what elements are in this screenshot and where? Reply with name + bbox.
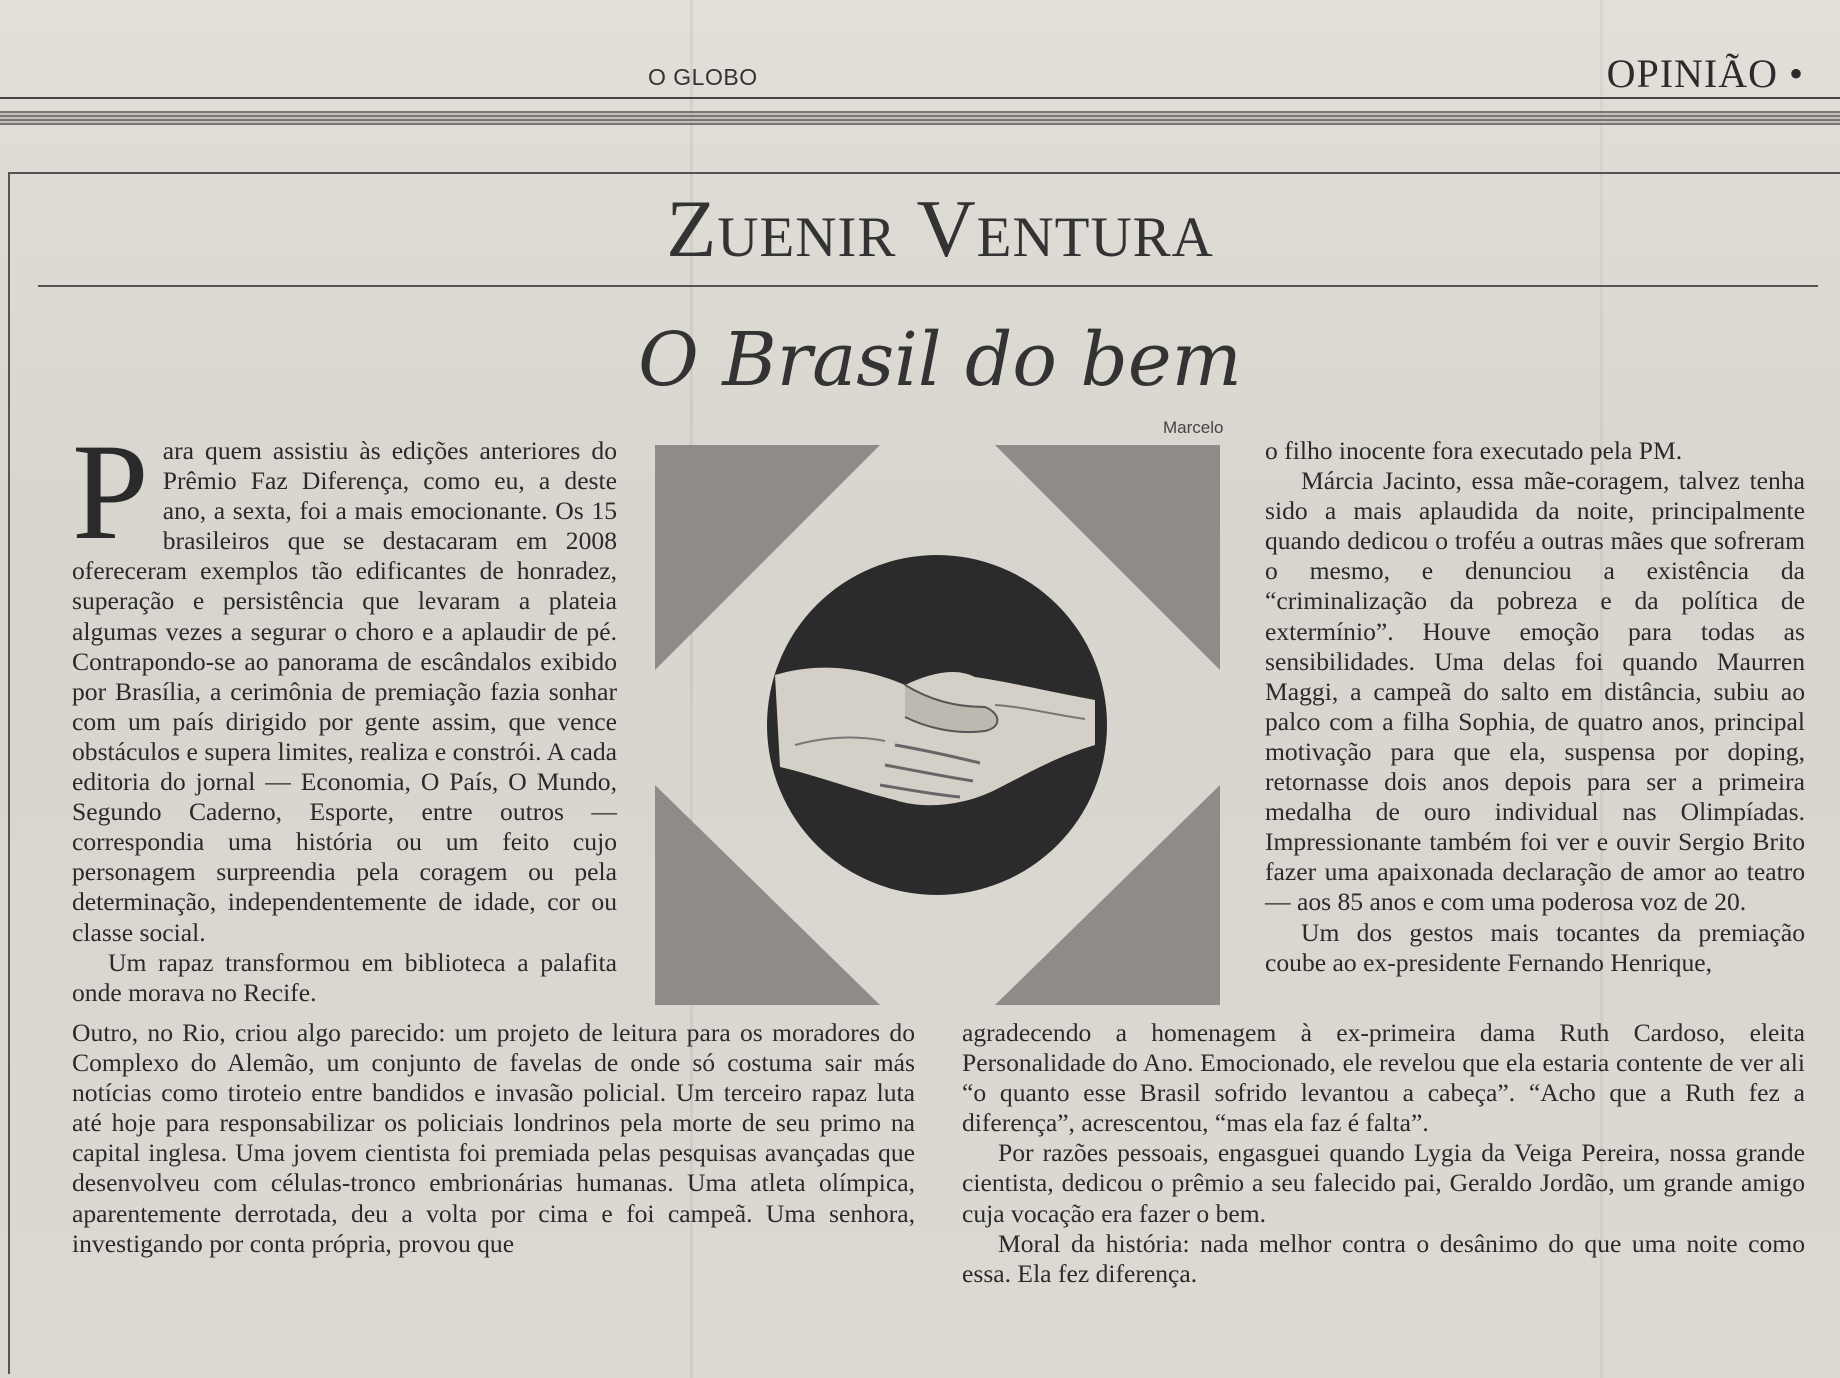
handshake-illustration: [655, 445, 1220, 1005]
illustration-credit: Marcelo: [1163, 418, 1224, 437]
paragraph-5: Por razões pessoais, engasguei quando Lygia da Veiga Pereira, nossa grande cientista, dedicou o prêmio a seu falecido pai, Geraldo Jordão, um grande amigo cuja vocação era fazer o bem.: [962, 1138, 1805, 1228]
article-column-right: [1265, 436, 1805, 978]
article-column-left-wide: [72, 1018, 915, 1259]
author-name: Zuenir Ventura: [666, 183, 1214, 274]
article-column-left: [72, 415, 617, 1008]
dropcap: P: [72, 415, 149, 568]
paragraph-2-end: o filho inocente fora executado pela PM.: [1265, 436, 1683, 465]
author-rule: [38, 285, 1818, 287]
paragraph-1: [72, 415, 617, 948]
paragraph-4-start: Um dos gestos mais tocantes da premiação coube ao ex-presidente Fernando Henrique,: [1265, 917, 1805, 977]
newspaper-name: O GLOBO: [648, 64, 758, 90]
paragraph-4-continued: agradecendo a homenagem à ex-primeira dama Ruth Cardoso, eleita Personalidade do Ano. Emocionado, ele revelou que ela estaria contente de ver ali “o quanto esse Brasil sofrido levantou a cabeça”. “Acho que a Ruth fez a diferença”, acrescentou, “mas ela faz é falta”.: [962, 1018, 1805, 1138]
section-name: OPINIÃO •: [1606, 51, 1804, 96]
paragraph-2-start: Um rapaz transformou em biblioteca a palafita onde morava no Recife.: [72, 947, 617, 1007]
article-column-right-wide: [962, 1018, 1805, 1289]
paragraph-1-text: ara quem assistiu às edições anteriores do Prêmio Faz Diferença, como eu, a deste ano, a sexta, foi a mais emocionante. Os 15 brasileiros que se destacaram em 2008 ofereceram exemplos tão edificantes de honradez, superação e persistência que levaram a plateia algumas vezes a segurar o choro e a aplaudir de pé. Contrapondo-se ao panorama de escândalos exibido por Brasília, a cerimônia de premiação fazia sonhar com um país dirigido por gente assim, que vence obstáculos e supera limites, realiza e constrói. A cada editoria do jornal — Economia, O País, O Mundo, Segundo Caderno, Esporte, entre outros — correspondia uma história ou um feito cujo personagem surpreendia pela coragem ou pela determinação, independentemente de idade, cor ou classe social.: [72, 436, 617, 947]
paragraph-2-continued: Outro, no Rio, criou algo parecido: um projeto de leitura para os moradores do Complexo do Alemão, um conjunto de favelas de onde só costuma sair más notícias como tiroteio entre bandidos e invasão policial. Um terceiro rapaz luta até hoje para responsabilizar os policiais londrinos pela morte de seu primo na capital inglesa. Uma jovem cientista foi premiada pelas pesquisas avançadas que desenvolveu com células-tronco embrionárias humanas. Uma atleta olímpica, aparentemente derrotada, deu a volta por cima e foi campeã. Uma senhora, investigando por conta própria, provou que: [72, 1018, 915, 1258]
header-rule: [0, 97, 1840, 99]
paragraph-6: Moral da história: nada melhor contra o desânimo do que uma noite como essa. Ela fez diferença.: [962, 1228, 1805, 1288]
header-double-rule: [0, 111, 1840, 125]
article-title: O Brasil do bem: [638, 317, 1242, 403]
paragraph-3: Márcia Jacinto, essa mãe-coragem, talvez tenha sido a mais aplaudida da noite, principalmente quando dedicou o troféu a outras mães que sofreram o mesmo, e denunciou a existência da “criminalização da pobreza e da política de extermínio”. Houve emoção para todas as sensibilidades. Uma delas foi quando Maurren Maggi, a campeã do salto em distância, subiu ao palco com a filha Sophia, de quatro anos, principal motivação para que ela, suspensa por doping, retornasse dois anos depois para ser a primeira medalha de ouro individual nas Olimpíadas. Impressionante também foi ver e ouvir Sergio Brito fazer uma apaixonada declaração de amor ao teatro — aos 85 anos e com uma poderosa voz de 20.: [1265, 466, 1805, 917]
